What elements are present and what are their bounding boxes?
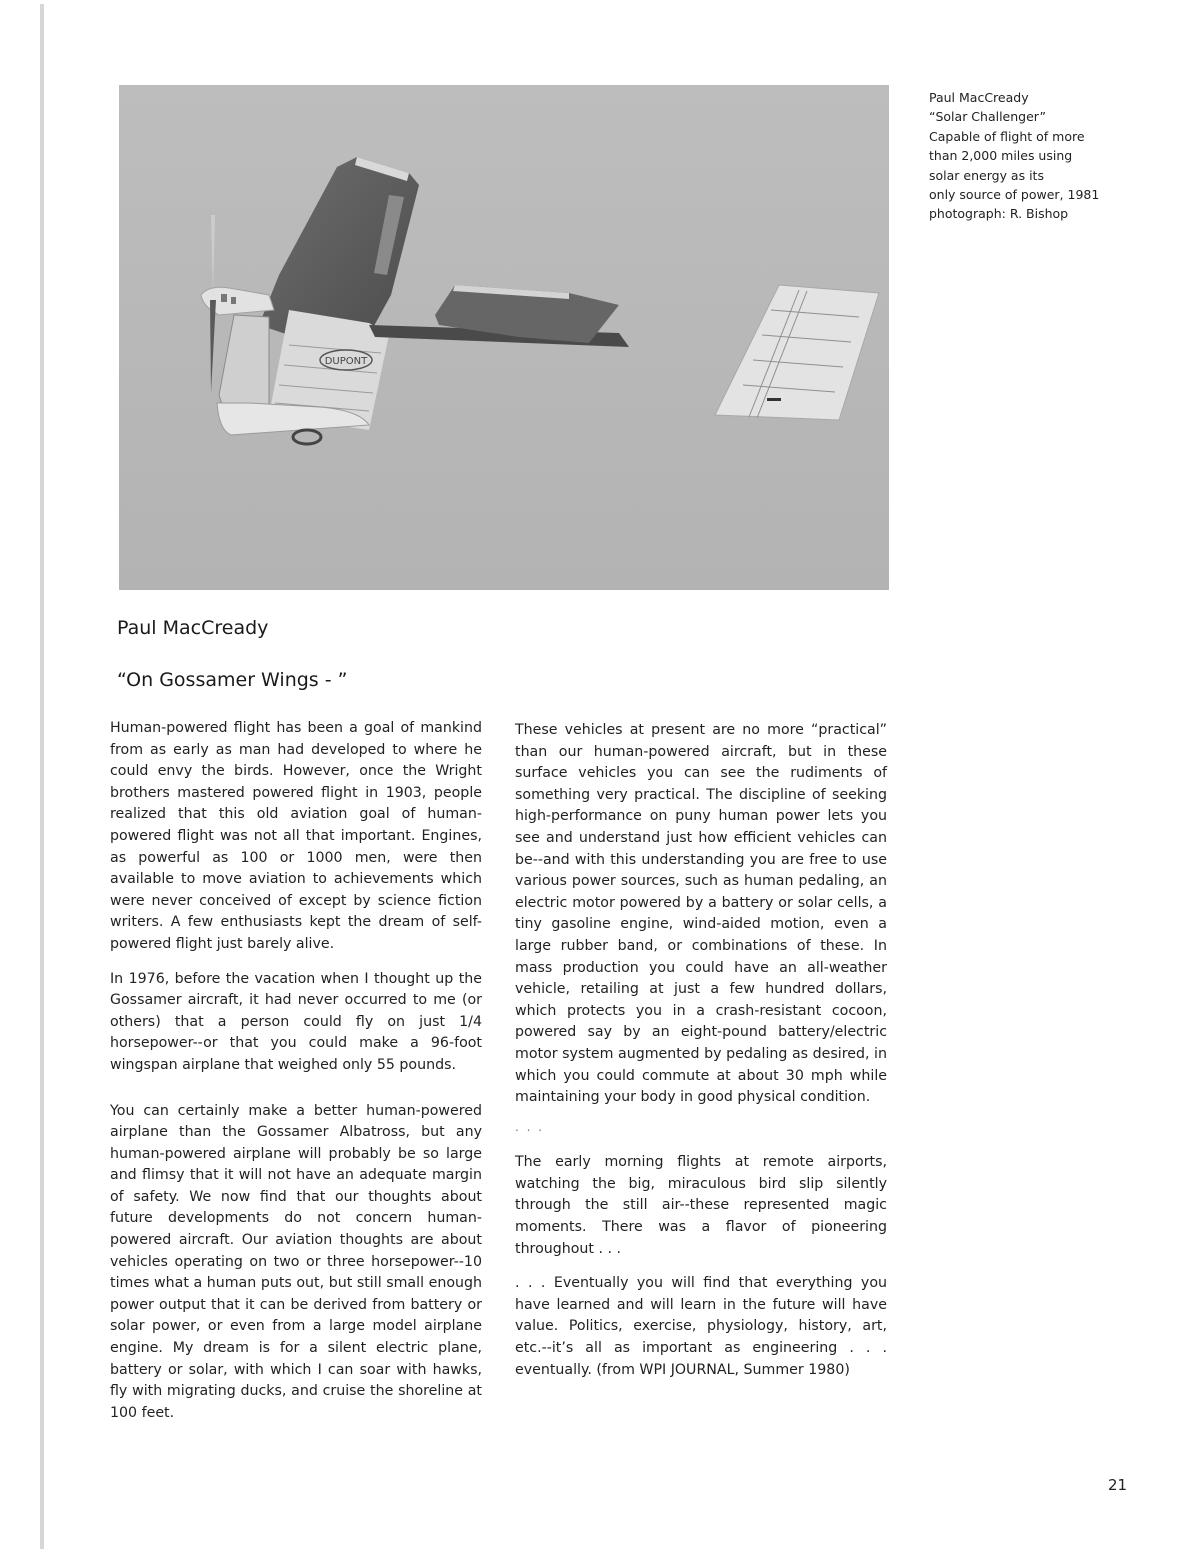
tail-registration-mark bbox=[767, 398, 781, 401]
caption-line: Capable of flight of more bbox=[929, 128, 1085, 144]
caption-line: only source of power, 1981 bbox=[929, 187, 1100, 203]
aircraft-photo bbox=[119, 85, 889, 590]
dupont-logo-text: DUPONT bbox=[324, 356, 368, 367]
page-binding-edge bbox=[40, 4, 44, 1549]
nose-vent-1 bbox=[221, 294, 227, 302]
paragraph: These vehicles at present are no more “practical” than our human-powered aircraft, but in these surface vehicles you can see the rudiments of something very practical. The discipline of seeking high-performance on puny human power lets you see and understand just how efficient vehicles can be--and with this understanding you are free to use various power sources, such as human pedaling, an electric motor powered by a battery or solar cells, a tiny gasoline engine, wind-aided motion, even a large rubber band, or combinations of these. In mass production you could have an all-weather vehicle, retailing at just a few hundred dollars, which protects you in a crash-resistant cocoon, powered say by an eight-pound battery/electric motor system augmented by pedaling as desired, in which you could commute at about 30 mph while maintaining your body in good physical condition. bbox=[515, 722, 887, 1106]
caption-line: than 2,000 miles using bbox=[929, 148, 1073, 164]
section-break-ellipsis: . . . bbox=[515, 1119, 545, 1134]
paragraph: . . . Eventually you will find that everything you have learned and will learn in the future will have value. Politics, exercise, physiology, history, art, etc.--it’s all as important as engineering . . . eventually. (from WPI JOURNAL, Summer 1980) bbox=[515, 1275, 887, 1378]
caption-line: photograph: R. Bishop bbox=[929, 206, 1069, 222]
article-author: Paul MacCready bbox=[117, 617, 269, 639]
paragraph: Human-powered flight has been a goal of mankind from as early as man had developed to where he could envy the birds. However, once the Wright brothers mastered powered flight in 1903, people realized that this old aviation goal of human-powered flight was not all that important. Engines, as powerful as 100 or 1000 men, were then available to move aviation to achievements which were never conceived of except by science fiction writers. A few enthusiasts kept the dream of self-powered flight just barely alive. bbox=[110, 720, 482, 952]
paragraph: In 1976, before the vacation when I thought up the Gossamer aircraft, it had never occurred to me (or others) that a person could fly on just 1/4 horsepower--or that you could make a 96-foot wingspan airplane that weighed only 55 pounds. bbox=[110, 970, 482, 1073]
right-text-column bbox=[515, 720, 887, 1381]
photo-caption bbox=[929, 88, 1149, 224]
paragraph: The early morning flights at remote airports, watching the big, miraculous bird slip silently through the still air--these represented magic moments. There was a flavor of pioneering throughout . . . bbox=[515, 1154, 887, 1257]
paragraph: You can certainly make a better human-powered airplane than the Gossamer Albatross, but any human-powered airplane will probably be so large and flimsy that it will not have an adequate margin of safety. We now find that our thoughts about future developments do not concern human-powered aircraft. Our aviation thoughts are about vehicles operating on two or three horsepower--10 times what a human puts out, but still small enough power output that it can be derived from battery or solar power, or even from a large model airplane engine. My dream is for a silent electric plane, battery or solar, with which I can soar with hawks, fly with migrating ducks, and cruise the shoreline at 100 feet. bbox=[110, 1102, 482, 1421]
caption-line: Paul MacCready bbox=[929, 90, 1029, 105]
solar-challenger-illustration bbox=[119, 85, 889, 590]
page-number: 21 bbox=[1108, 1476, 1128, 1494]
article-title: “On Gossamer Wings - ” bbox=[117, 669, 348, 691]
left-text-column bbox=[110, 718, 482, 1424]
caption-line: “Solar Challenger” bbox=[929, 109, 1046, 125]
nose-vent-2 bbox=[231, 297, 236, 304]
caption-line: solar energy as its bbox=[929, 167, 1044, 183]
